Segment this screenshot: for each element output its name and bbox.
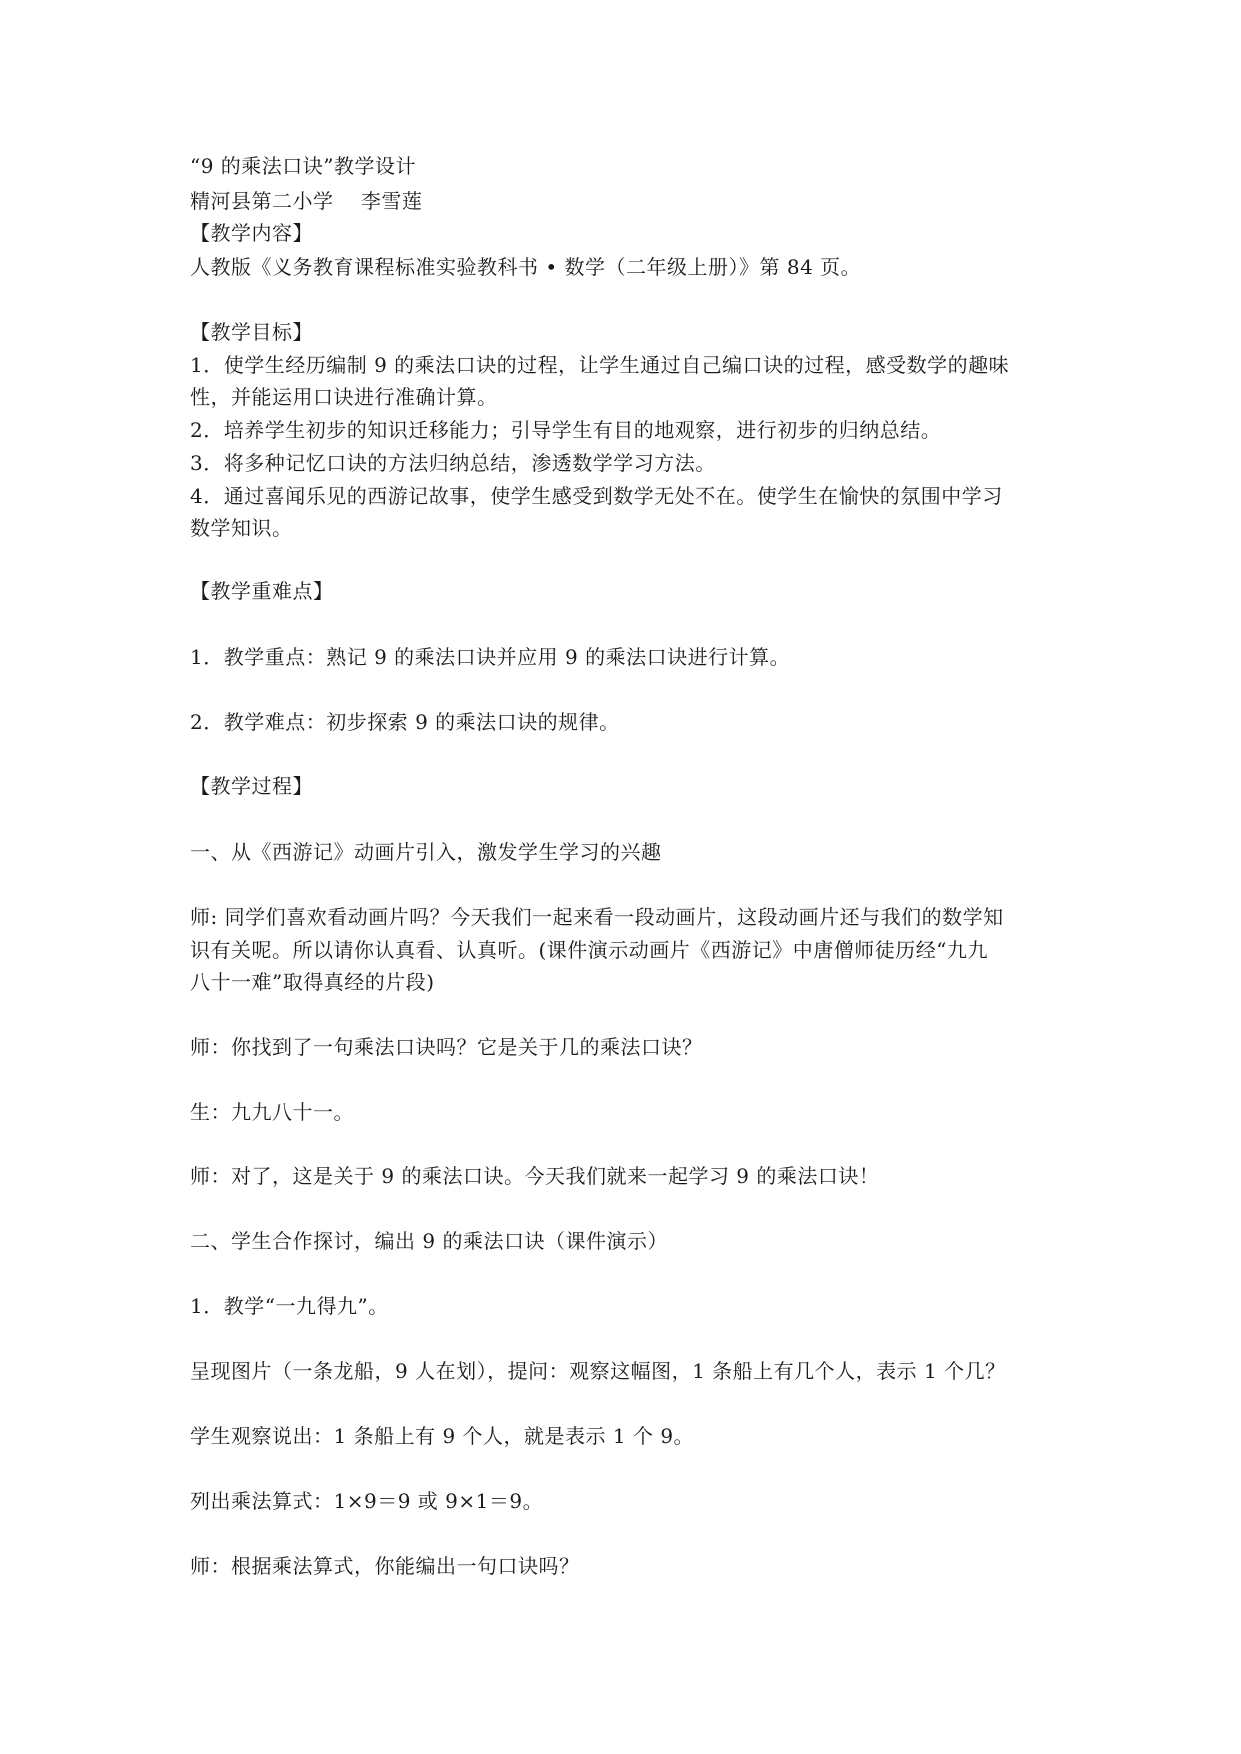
key-points-heading: 【教学重难点】 [190, 579, 334, 603]
author-line: 精河县第二小学 李雪莲 [190, 189, 423, 213]
goal-1-line-1: 1．使学生经历编制 9 的乘法口诀的过程，让学生通过自己编口诀的过程，感受数学的趣味 [190, 353, 1010, 377]
paragraph-8: 列出乘法算式：1×9＝9 或 9×1＝9。 [190, 1489, 544, 1513]
goals-heading: 【教学目标】 [190, 320, 313, 344]
paragraph-5: 1．教学“一九得九”。 [190, 1294, 389, 1318]
paragraph-1-line-1: 师: 同学们喜欢看动画片吗？今天我们一起来看一段动画片，这段动画片还与我们的数学知 [190, 905, 1004, 929]
document-title: “9 的乘法口诀”教学设计 [190, 154, 417, 178]
paragraph-3: 生：九九八十一。 [190, 1100, 354, 1124]
part-2-heading: 二、学生合作探讨，编出 9 的乘法口诀（课件演示） [190, 1229, 668, 1253]
part-1-heading: 一、从《西游记》动画片引入，激发学生学习的兴趣 [190, 840, 662, 864]
key-point-2: 2．教学难点：初步探索 9 的乘法口诀的规律。 [190, 710, 620, 734]
paragraph-2: 师：你找到了一句乘法口诀吗？它是关于几的乘法口诀？ [190, 1035, 703, 1059]
paragraph-7: 学生观察说出：1 条船上有 9 个人，就是表示 1 个 9。 [190, 1424, 695, 1448]
paragraph-4: 师：对了，这是关于 9 的乘法口诀。今天我们就来一起学习 9 的乘法口诀！ [190, 1164, 880, 1188]
content-heading: 【教学内容】 [190, 221, 313, 245]
key-point-1: 1．教学重点：熟记 9 的乘法口诀并应用 9 的乘法口诀进行计算。 [190, 645, 791, 669]
goal-2: 2．培养学生初步的知识迁移能力；引导学生有目的地观察，进行初步的归纳总结。 [190, 418, 942, 442]
paragraph-1-line-2: 识有关呢。所以请你认真看、认真听。(课件演示动画片《西游记》中唐僧师徒历经“九九 [190, 938, 989, 962]
goal-4-line-2: 数学知识。 [190, 516, 293, 540]
goal-1-line-2: 性，并能运用口诀进行准确计算。 [190, 385, 498, 409]
goal-4-line-1: 4．通过喜闻乐见的西游记故事，使学生感受到数学无处不在。使学生在愉快的氛围中学习 [190, 484, 1003, 508]
goal-3: 3．将多种记忆口诀的方法归纳总结，渗透数学学习方法。 [190, 451, 716, 475]
paragraph-9: 师：根据乘法算式，你能编出一句口诀吗？ [190, 1554, 580, 1578]
paragraph-1-line-3: 八十一难”取得真经的片段) [190, 970, 435, 994]
process-heading: 【教学过程】 [190, 774, 313, 798]
paragraph-6: 呈现图片（一条龙船，9 人在划），提问：观察这幅图，1 条船上有几个人，表示 1 个几？ [190, 1359, 1006, 1383]
content-text: 人教版《义务教育课程标准实验教科书 • 数学（二年级上册）》第 84 页。 [190, 255, 862, 279]
